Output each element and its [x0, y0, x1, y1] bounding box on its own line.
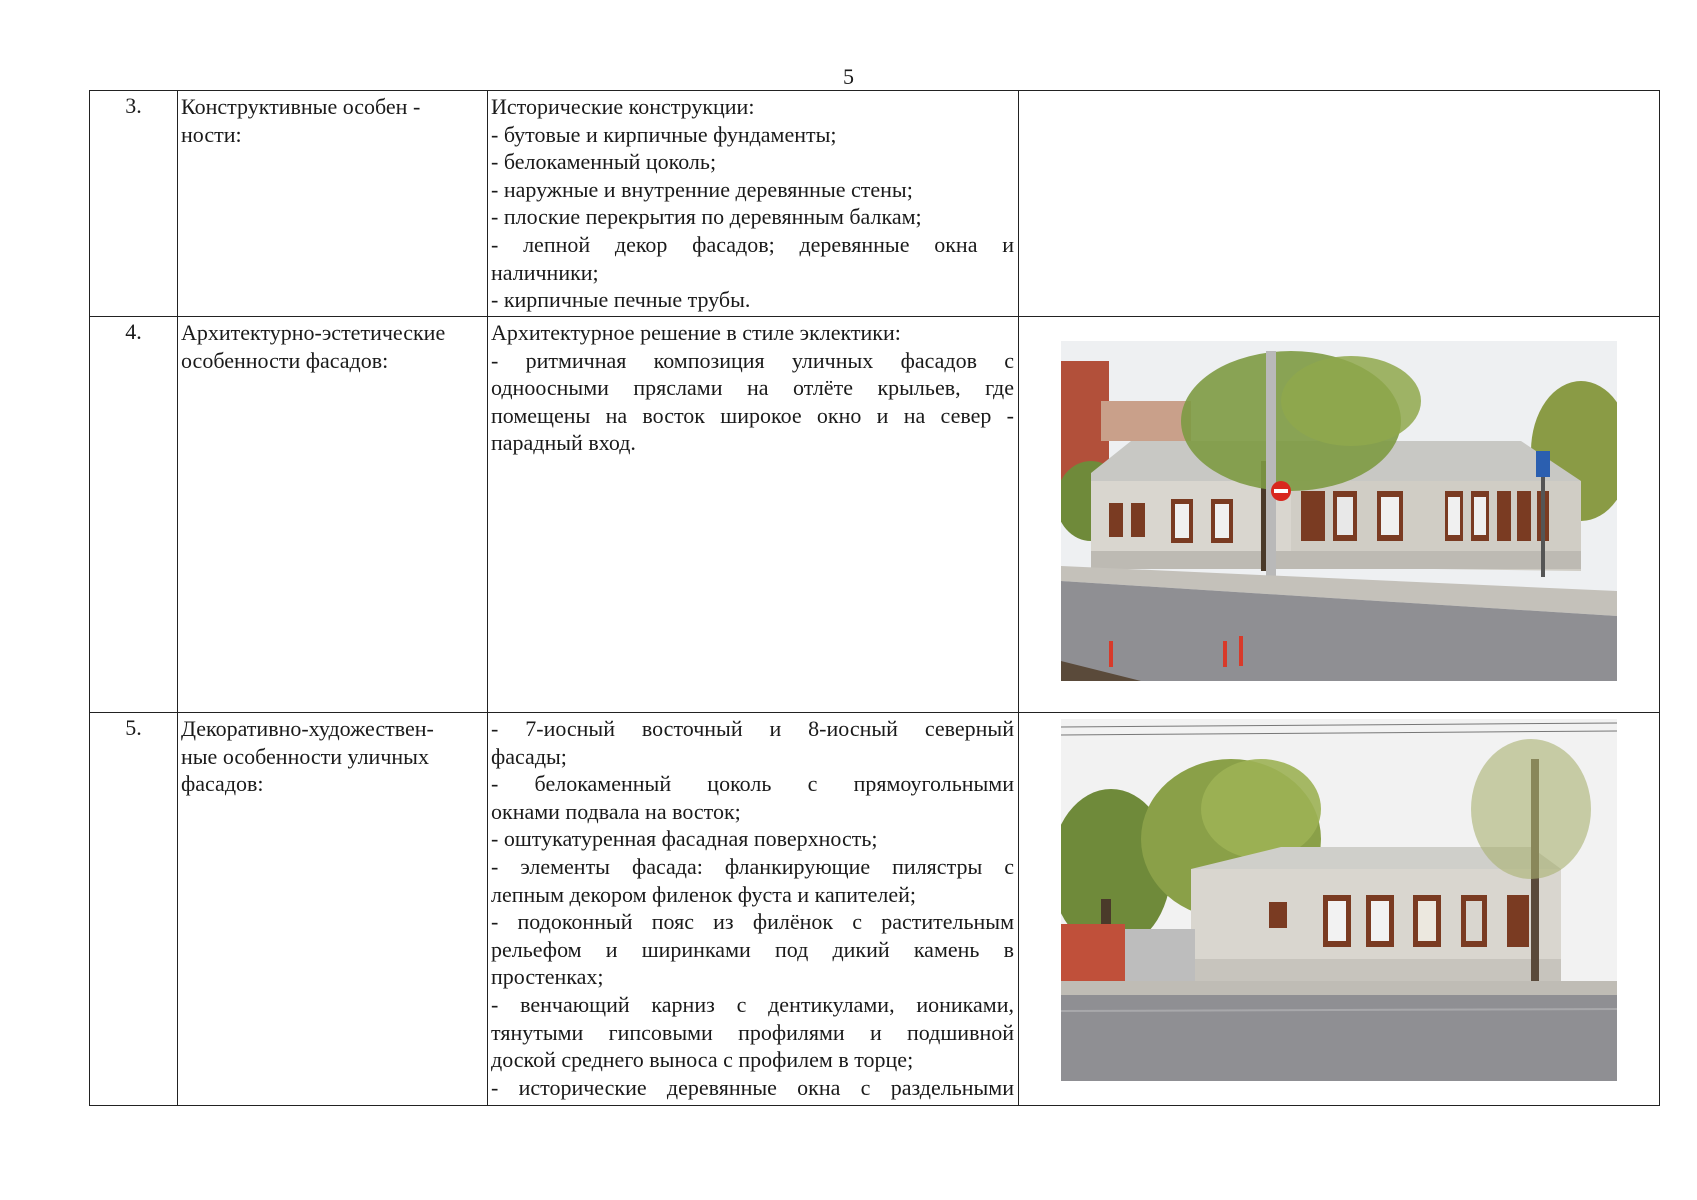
description-line: - кирпичные печные трубы.: [491, 287, 751, 313]
description-line: рельефом и ширинками под дикий камень в: [491, 936, 1014, 962]
row-title-line: ные особенности уличных: [181, 743, 429, 769]
row-title-line: Декоративно-художествен-: [181, 716, 434, 741]
row-number: 3.: [90, 91, 178, 317]
description-line: простенках;: [491, 964, 604, 990]
description-line: - белокаменный цоколь;: [491, 149, 717, 175]
row-title-cell: [178, 317, 488, 713]
description-line: Исторические конструкции:: [491, 94, 755, 119]
row-description-cell: [488, 317, 1019, 713]
description-line: - оштукатуренная фасадная поверхность;: [491, 826, 878, 852]
photo-cell: [1019, 317, 1660, 713]
description-line: лепным декором филенок фуста и капителей;: [491, 881, 917, 907]
table-row: [90, 713, 1660, 1106]
description-line: доской среднего выноса с профилем в торце;: [491, 1047, 914, 1073]
document-table: [89, 90, 1660, 1106]
description-line: - плоские перекрытия по деревянным балкам;: [491, 204, 922, 230]
row-title-line: фасадов:: [181, 771, 264, 797]
row-title-line: особенности фасадов:: [181, 347, 389, 373]
row-description-cell: [488, 713, 1019, 1106]
row-title-line: Конструктивные особен -: [181, 94, 421, 119]
description-line: - венчающий карниз с дентикулами, иониками,: [491, 991, 1014, 1017]
description-line: помещены на восток широкое окно и на север -: [491, 402, 1014, 428]
row-title-cell: [178, 713, 488, 1106]
description-line: фасады;: [491, 743, 567, 769]
description-line: тянутыми гипсовыми профилями и подшивной: [491, 1019, 1014, 1045]
description-line: - лепной декор фасадов; деревянные окна и: [491, 231, 1014, 257]
description-line: одноосными пряслами на отлёте крыльев, где: [491, 375, 1014, 401]
page-number: 5: [843, 64, 854, 89]
table-row: [90, 91, 1660, 317]
photo-cell-empty: [1019, 91, 1660, 317]
row-description-cell: [488, 91, 1019, 317]
row-title-cell: [178, 91, 488, 317]
building-street-photo: [1061, 719, 1617, 1081]
row-number: 5.: [90, 713, 178, 1106]
description-line: - бутовые и кирпичные фундаменты;: [491, 121, 837, 147]
description-line: - исторические деревянные окна с раздельными: [491, 1074, 1014, 1100]
description-line: окнами подвала на восток;: [491, 798, 741, 824]
row-number: 4.: [90, 317, 178, 713]
description-line: - белокаменный цоколь с прямоугольными: [491, 771, 1014, 797]
photo-cell: [1019, 713, 1660, 1106]
description-line: - ритмичная композиция уличных фасадов с: [491, 347, 1014, 373]
description-line: Архитектурное решение в стиле эклектики:: [491, 320, 901, 345]
table-row: [90, 317, 1660, 713]
description-line: парадный вход.: [491, 430, 636, 456]
description-line: наличники;: [491, 259, 599, 285]
description-line: - подоконный пояс из филёнок с растительным: [491, 909, 1014, 935]
description-line: - 7-иосный восточный и 8-иосный северный: [491, 716, 1014, 741]
building-corner-photo: [1061, 341, 1617, 681]
row-title-line: ности:: [181, 121, 242, 147]
row-title-line: Архитектурно-эстетические: [181, 320, 446, 345]
description-line: - элементы фасада: фланкирующие пилястры с: [491, 853, 1014, 879]
description-line: - наружные и внутренние деревянные стены;: [491, 176, 913, 202]
